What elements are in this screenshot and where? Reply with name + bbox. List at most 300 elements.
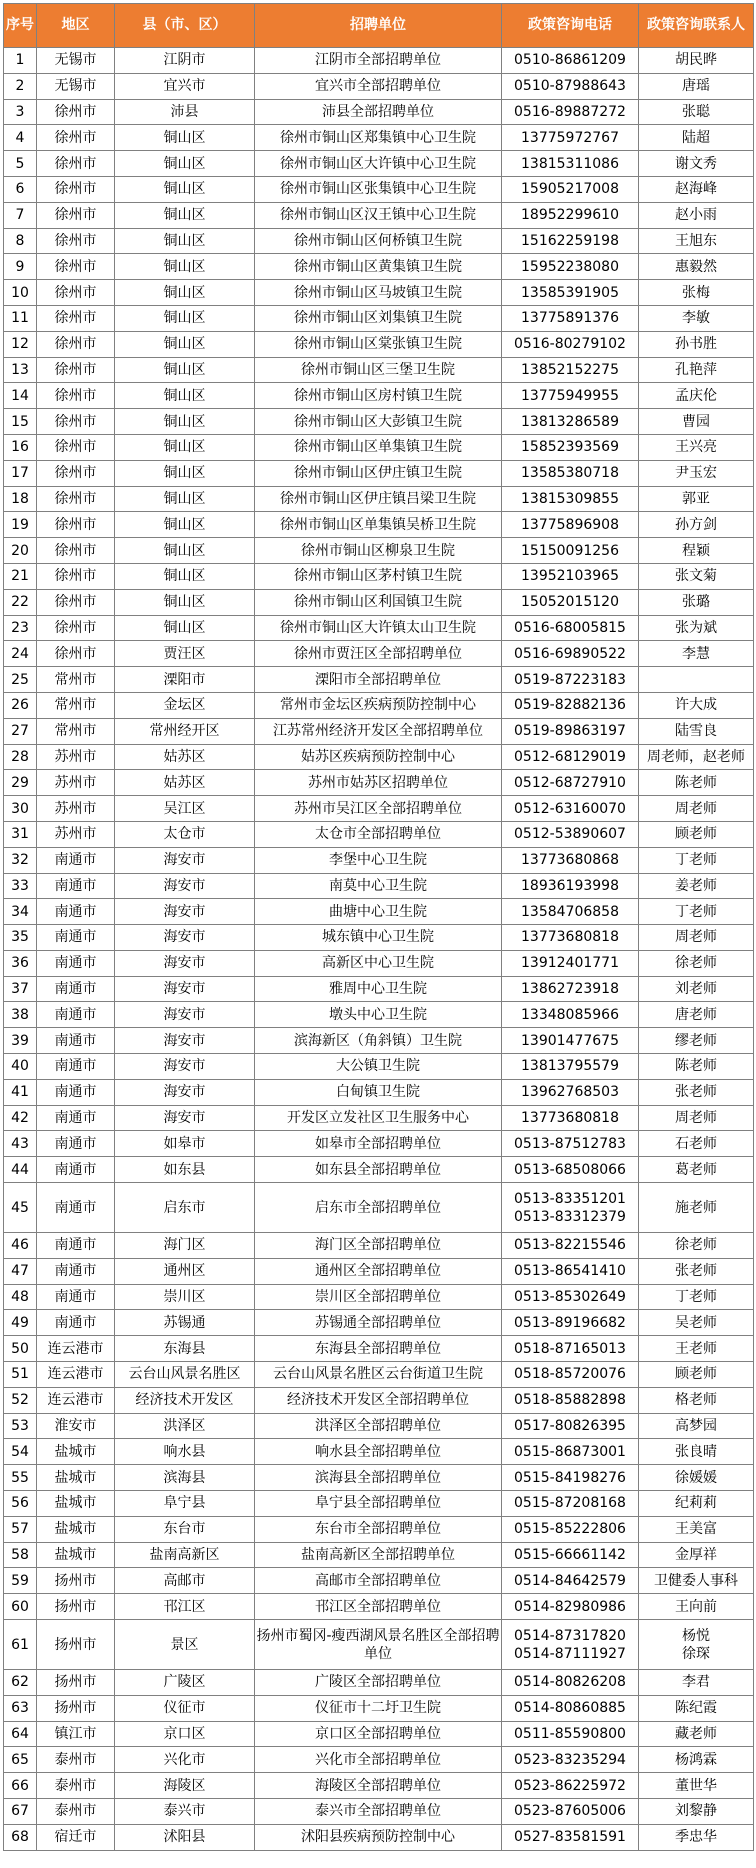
cell-serial: 2 <box>4 73 37 99</box>
cell-phone: 13815311086 <box>502 151 639 177</box>
cell-phone: 13862723918 <box>502 976 639 1002</box>
cell-contact <box>639 667 754 693</box>
cell-contact: 曹园 <box>639 409 754 435</box>
cell-phone: 0514-82980986 <box>502 1594 639 1620</box>
cell-contact: 丁老师 <box>639 847 754 873</box>
cell-phone: 13952103965 <box>502 563 639 589</box>
header-row <box>4 4 754 48</box>
cell-employer: 雅周中心卫生院 <box>255 976 502 1002</box>
cell-serial: 40 <box>4 1054 37 1080</box>
cell-contact: 杨悦 徐琛 <box>639 1620 754 1670</box>
cell-contact: 高梦园 <box>639 1413 754 1439</box>
cell-region: 苏州市 <box>37 821 115 847</box>
cell-phone: 0513-82215546 <box>502 1233 639 1259</box>
cell-county: 铜山区 <box>115 383 255 409</box>
cell-employer: 徐州市铜山区汉王镇中心卫生院 <box>255 202 502 228</box>
cell-contact: 周老师 <box>639 925 754 951</box>
cell-serial: 28 <box>4 744 37 770</box>
cell-contact: 李慧 <box>639 641 754 667</box>
cell-phone: 0513-89196682 <box>502 1310 639 1336</box>
cell-serial: 66 <box>4 1773 37 1799</box>
cell-serial: 14 <box>4 383 37 409</box>
cell-region: 常州市 <box>37 718 115 744</box>
cell-phone: 0515-86873001 <box>502 1439 639 1465</box>
cell-phone: 0515-84198276 <box>502 1465 639 1491</box>
cell-region: 徐州市 <box>37 254 115 280</box>
cell-employer: 徐州市铜山区何桥镇卫生院 <box>255 228 502 254</box>
cell-employer: 东台市全部招聘单位 <box>255 1516 502 1542</box>
cell-employer: 广陵区全部招聘单位 <box>255 1670 502 1696</box>
table-row <box>4 1131 754 1157</box>
cell-contact: 尹玉宏 <box>639 460 754 486</box>
cell-serial: 50 <box>4 1336 37 1362</box>
cell-contact: 周老师 <box>639 796 754 822</box>
cell-county: 海安市 <box>115 1002 255 1028</box>
cell-contact: 唐老师 <box>639 1002 754 1028</box>
cell-region: 盐城市 <box>37 1439 115 1465</box>
cell-contact: 王老师 <box>639 1336 754 1362</box>
cell-phone: 13901477675 <box>502 1028 639 1054</box>
cell-serial: 59 <box>4 1568 37 1594</box>
cell-contact: 葛老师 <box>639 1157 754 1183</box>
cell-phone: 0523-87605006 <box>502 1799 639 1825</box>
cell-county: 通州区 <box>115 1258 255 1284</box>
table-row <box>4 48 754 74</box>
cell-serial: 46 <box>4 1233 37 1259</box>
cell-serial: 9 <box>4 254 37 280</box>
cell-serial: 57 <box>4 1516 37 1542</box>
cell-employer: 阜宁县全部招聘单位 <box>255 1491 502 1517</box>
cell-region: 徐州市 <box>37 228 115 254</box>
cell-region: 泰州市 <box>37 1747 115 1773</box>
table-row <box>4 1773 754 1799</box>
cell-phone: 13585391905 <box>502 280 639 306</box>
cell-employer: 响水县全部招聘单位 <box>255 1439 502 1465</box>
cell-employer: 徐州市铜山区单集镇吴桥卫生院 <box>255 512 502 538</box>
cell-serial: 3 <box>4 99 37 125</box>
cell-region: 淮安市 <box>37 1413 115 1439</box>
cell-employer: 徐州市铜山区大许镇中心卫生院 <box>255 151 502 177</box>
table-row <box>4 589 754 615</box>
table-row <box>4 1542 754 1568</box>
cell-region: 徐州市 <box>37 125 115 151</box>
cell-county: 兴化市 <box>115 1747 255 1773</box>
cell-phone: 0519-87223183 <box>502 667 639 693</box>
table-row <box>4 99 754 125</box>
cell-employer: 徐州市铜山区棠张镇卫生院 <box>255 331 502 357</box>
cell-contact: 顾老师 <box>639 821 754 847</box>
cell-region: 徐州市 <box>37 409 115 435</box>
cell-phone: 0512-63160070 <box>502 796 639 822</box>
cell-employer: 京口区全部招聘单位 <box>255 1721 502 1747</box>
cell-employer: 姑苏区疾病预防控制中心 <box>255 744 502 770</box>
cell-county: 铜山区 <box>115 486 255 512</box>
cell-contact: 赵海峰 <box>639 176 754 202</box>
cell-serial: 37 <box>4 976 37 1002</box>
cell-phone: 0514-84642579 <box>502 1568 639 1594</box>
table-row <box>4 1183 754 1233</box>
cell-region: 南通市 <box>37 1054 115 1080</box>
cell-phone: 0513-68508066 <box>502 1157 639 1183</box>
cell-phone: 0513-83351201 0513-83312379 <box>502 1183 639 1233</box>
cell-county: 广陵区 <box>115 1670 255 1696</box>
cell-contact: 杨鸿霖 <box>639 1747 754 1773</box>
cell-phone: 15852393569 <box>502 434 639 460</box>
cell-county: 铜山区 <box>115 125 255 151</box>
contacts-table <box>3 3 754 1851</box>
cell-region: 南通市 <box>37 847 115 873</box>
cell-phone: 13813795579 <box>502 1054 639 1080</box>
cell-county: 邗江区 <box>115 1594 255 1620</box>
cell-county: 云台山风景名胜区 <box>115 1362 255 1388</box>
cell-county: 太仓市 <box>115 821 255 847</box>
table-row <box>4 1799 754 1825</box>
cell-employer: 滨海县全部招聘单位 <box>255 1465 502 1491</box>
table-row <box>4 305 754 331</box>
cell-phone: 0523-83235294 <box>502 1747 639 1773</box>
cell-county: 崇川区 <box>115 1284 255 1310</box>
cell-serial: 41 <box>4 1079 37 1105</box>
table-row <box>4 1594 754 1620</box>
cell-employer: 徐州市铜山区大许镇太山卫生院 <box>255 615 502 641</box>
cell-region: 南通市 <box>37 873 115 899</box>
cell-phone: 13775972767 <box>502 125 639 151</box>
cell-region: 徐州市 <box>37 615 115 641</box>
cell-employer: 墩头中心卫生院 <box>255 1002 502 1028</box>
cell-employer: 通州区全部招聘单位 <box>255 1258 502 1284</box>
cell-phone: 0516-80279102 <box>502 331 639 357</box>
header-county: 县（市、区） <box>115 4 255 48</box>
cell-contact: 刘黎静 <box>639 1799 754 1825</box>
table-row <box>4 1516 754 1542</box>
cell-region: 常州市 <box>37 692 115 718</box>
cell-region: 徐州市 <box>37 512 115 538</box>
cell-contact: 王向前 <box>639 1594 754 1620</box>
cell-phone: 15905217008 <box>502 176 639 202</box>
cell-region: 连云港市 <box>37 1387 115 1413</box>
table-row <box>4 202 754 228</box>
cell-serial: 52 <box>4 1387 37 1413</box>
cell-serial: 15 <box>4 409 37 435</box>
cell-phone: 13912401771 <box>502 950 639 976</box>
cell-serial: 13 <box>4 357 37 383</box>
table-row <box>4 563 754 589</box>
cell-county: 海门区 <box>115 1233 255 1259</box>
cell-region: 南通市 <box>37 1131 115 1157</box>
cell-employer: 徐州市铜山区刘集镇卫生院 <box>255 305 502 331</box>
cell-county: 铜山区 <box>115 563 255 589</box>
cell-serial: 49 <box>4 1310 37 1336</box>
cell-contact: 李君 <box>639 1670 754 1696</box>
cell-contact: 缪老师 <box>639 1028 754 1054</box>
cell-phone: 13773680818 <box>502 1105 639 1131</box>
table-row <box>4 925 754 951</box>
cell-region: 盐城市 <box>37 1516 115 1542</box>
cell-county: 滨海县 <box>115 1465 255 1491</box>
cell-phone: 0513-87512783 <box>502 1131 639 1157</box>
cell-contact: 陈老师 <box>639 1054 754 1080</box>
cell-phone: 13813286589 <box>502 409 639 435</box>
cell-county: 海安市 <box>115 1105 255 1131</box>
cell-county: 海安市 <box>115 976 255 1002</box>
cell-region: 南通市 <box>37 1183 115 1233</box>
cell-serial: 26 <box>4 692 37 718</box>
cell-serial: 19 <box>4 512 37 538</box>
table-row <box>4 1387 754 1413</box>
cell-region: 徐州市 <box>37 460 115 486</box>
cell-employer: 苏州市姑苏区招聘单位 <box>255 770 502 796</box>
cell-contact: 施老师 <box>639 1183 754 1233</box>
cell-contact: 张梅 <box>639 280 754 306</box>
cell-serial: 68 <box>4 1824 37 1850</box>
cell-employer: 盐南高新区全部招聘单位 <box>255 1542 502 1568</box>
cell-employer: 高新区中心卫生院 <box>255 950 502 976</box>
cell-phone: 13775896908 <box>502 512 639 538</box>
cell-region: 南通市 <box>37 950 115 976</box>
cell-serial: 51 <box>4 1362 37 1388</box>
table-row <box>4 228 754 254</box>
cell-employer: 滨海新区（角斜镇）卫生院 <box>255 1028 502 1054</box>
cell-employer: 徐州市铜山区马坡镇卫生院 <box>255 280 502 306</box>
cell-phone: 0515-85222806 <box>502 1516 639 1542</box>
cell-contact: 周老师，赵老师 <box>639 744 754 770</box>
cell-phone: 0513-86541410 <box>502 1258 639 1284</box>
cell-employer: 曲塘中心卫生院 <box>255 899 502 925</box>
cell-employer: 常州市金坛区疾病预防控制中心 <box>255 692 502 718</box>
table-row <box>4 357 754 383</box>
cell-contact: 张文菊 <box>639 563 754 589</box>
cell-phone: 0518-87165013 <box>502 1336 639 1362</box>
cell-contact: 张老师 <box>639 1079 754 1105</box>
cell-phone: 13852152275 <box>502 357 639 383</box>
cell-serial: 55 <box>4 1465 37 1491</box>
cell-serial: 44 <box>4 1157 37 1183</box>
table-row <box>4 1336 754 1362</box>
cell-county: 仪征市 <box>115 1695 255 1721</box>
cell-employer: 徐州市铜山区房村镇卫生院 <box>255 383 502 409</box>
cell-contact: 王美富 <box>639 1516 754 1542</box>
cell-region: 徐州市 <box>37 589 115 615</box>
cell-county: 铜山区 <box>115 357 255 383</box>
cell-serial: 61 <box>4 1620 37 1670</box>
cell-contact: 孔艳萍 <box>639 357 754 383</box>
cell-region: 徐州市 <box>37 305 115 331</box>
cell-region: 南通市 <box>37 1105 115 1131</box>
cell-serial: 27 <box>4 718 37 744</box>
header-serial: 序号 <box>4 4 37 48</box>
cell-serial: 20 <box>4 538 37 564</box>
cell-contact: 徐媛媛 <box>639 1465 754 1491</box>
table-row <box>4 176 754 202</box>
table-row <box>4 744 754 770</box>
cell-region: 南通市 <box>37 1079 115 1105</box>
cell-serial: 5 <box>4 151 37 177</box>
cell-serial: 60 <box>4 1594 37 1620</box>
cell-employer: 经济技术开发区全部招聘单位 <box>255 1387 502 1413</box>
cell-employer: 如东县全部招聘单位 <box>255 1157 502 1183</box>
cell-county: 响水县 <box>115 1439 255 1465</box>
cell-contact: 王旭东 <box>639 228 754 254</box>
cell-county: 海安市 <box>115 847 255 873</box>
table-row <box>4 615 754 641</box>
cell-phone: 0514-87317820 0514-87111927 <box>502 1620 639 1670</box>
cell-region: 徐州市 <box>37 538 115 564</box>
table-row <box>4 1002 754 1028</box>
cell-county: 铜山区 <box>115 254 255 280</box>
cell-contact: 陆雪良 <box>639 718 754 744</box>
cell-employer: 徐州市贾汪区全部招聘单位 <box>255 641 502 667</box>
cell-county: 经济技术开发区 <box>115 1387 255 1413</box>
cell-serial: 54 <box>4 1439 37 1465</box>
cell-phone: 0511-85590800 <box>502 1721 639 1747</box>
cell-phone: 0512-53890607 <box>502 821 639 847</box>
cell-contact: 姜老师 <box>639 873 754 899</box>
cell-serial: 22 <box>4 589 37 615</box>
table-row <box>4 331 754 357</box>
table-row <box>4 73 754 99</box>
cell-employer: 洪泽区全部招聘单位 <box>255 1413 502 1439</box>
cell-region: 无锡市 <box>37 48 115 74</box>
cell-phone: 0516-68005815 <box>502 615 639 641</box>
table-row <box>4 1233 754 1259</box>
cell-region: 泰州市 <box>37 1799 115 1825</box>
cell-contact: 陆超 <box>639 125 754 151</box>
cell-phone: 0516-69890522 <box>502 641 639 667</box>
cell-employer: 徐州市铜山区利国镇卫生院 <box>255 589 502 615</box>
table-row <box>4 1310 754 1336</box>
cell-serial: 39 <box>4 1028 37 1054</box>
cell-employer: 徐州市铜山区大彭镇卫生院 <box>255 409 502 435</box>
cell-phone: 0527-83581591 <box>502 1824 639 1850</box>
cell-region: 镇江市 <box>37 1721 115 1747</box>
cell-employer: 徐州市铜山区伊庄镇卫生院 <box>255 460 502 486</box>
cell-region: 盐城市 <box>37 1465 115 1491</box>
table-row <box>4 1670 754 1696</box>
cell-serial: 53 <box>4 1413 37 1439</box>
cell-county: 东海县 <box>115 1336 255 1362</box>
table-row <box>4 1079 754 1105</box>
table-row <box>4 873 754 899</box>
cell-phone: 13962768503 <box>502 1079 639 1105</box>
cell-region: 常州市 <box>37 667 115 693</box>
table-row <box>4 1620 754 1670</box>
table-row <box>4 1695 754 1721</box>
table-row <box>4 1413 754 1439</box>
cell-serial: 11 <box>4 305 37 331</box>
cell-employer: 沛县全部招聘单位 <box>255 99 502 125</box>
cell-region: 南通市 <box>37 976 115 1002</box>
cell-county: 铜山区 <box>115 589 255 615</box>
cell-employer: 徐州市铜山区黄集镇卫生院 <box>255 254 502 280</box>
cell-region: 扬州市 <box>37 1568 115 1594</box>
cell-employer: 海门区全部招聘单位 <box>255 1233 502 1259</box>
cell-region: 徐州市 <box>37 99 115 125</box>
cell-contact: 藏老师 <box>639 1721 754 1747</box>
cell-phone: 0514-80826208 <box>502 1670 639 1696</box>
cell-phone: 0516-89887272 <box>502 99 639 125</box>
cell-county: 姑苏区 <box>115 744 255 770</box>
cell-employer: 徐州市铜山区柳泉卫生院 <box>255 538 502 564</box>
table-row <box>4 460 754 486</box>
table-row <box>4 899 754 925</box>
cell-contact: 刘老师 <box>639 976 754 1002</box>
cell-contact: 丁老师 <box>639 899 754 925</box>
cell-region: 宿迁市 <box>37 1824 115 1850</box>
cell-region: 苏州市 <box>37 744 115 770</box>
cell-serial: 31 <box>4 821 37 847</box>
cell-county: 铜山区 <box>115 202 255 228</box>
cell-serial: 30 <box>4 796 37 822</box>
cell-serial: 23 <box>4 615 37 641</box>
cell-region: 扬州市 <box>37 1594 115 1620</box>
cell-contact: 程颖 <box>639 538 754 564</box>
cell-employer: 崇川区全部招聘单位 <box>255 1284 502 1310</box>
cell-county: 如皋市 <box>115 1131 255 1157</box>
cell-phone: 0518-85720076 <box>502 1362 639 1388</box>
cell-contact: 陈老师 <box>639 770 754 796</box>
cell-county: 海陵区 <box>115 1773 255 1799</box>
cell-region: 徐州市 <box>37 434 115 460</box>
cell-serial: 1 <box>4 48 37 74</box>
cell-region: 南通市 <box>37 1002 115 1028</box>
cell-employer: 苏州市吴江区全部招聘单位 <box>255 796 502 822</box>
cell-region: 徐州市 <box>37 151 115 177</box>
cell-county: 泰兴市 <box>115 1799 255 1825</box>
cell-contact: 纪莉莉 <box>639 1491 754 1517</box>
cell-contact: 周老师 <box>639 1105 754 1131</box>
table-row <box>4 796 754 822</box>
table-row <box>4 1439 754 1465</box>
table-row <box>4 486 754 512</box>
cell-employer: 如皋市全部招聘单位 <box>255 1131 502 1157</box>
cell-phone: 0510-86861209 <box>502 48 639 74</box>
cell-county: 京口区 <box>115 1721 255 1747</box>
cell-phone: 18952299610 <box>502 202 639 228</box>
header-employer: 招聘单位 <box>255 4 502 48</box>
cell-serial: 67 <box>4 1799 37 1825</box>
cell-employer: 沭阳县疾病预防控制中心 <box>255 1824 502 1850</box>
cell-contact: 丁老师 <box>639 1284 754 1310</box>
cell-county: 铜山区 <box>115 151 255 177</box>
cell-serial: 64 <box>4 1721 37 1747</box>
cell-employer: 泰兴市全部招聘单位 <box>255 1799 502 1825</box>
cell-phone: 13348085966 <box>502 1002 639 1028</box>
cell-region: 徐州市 <box>37 280 115 306</box>
cell-employer: 苏锡通全部招聘单位 <box>255 1310 502 1336</box>
table-header <box>4 4 754 48</box>
cell-region: 盐城市 <box>37 1491 115 1517</box>
header-contact: 政策咨询联系人 <box>639 4 754 48</box>
cell-serial: 42 <box>4 1105 37 1131</box>
table-row <box>4 847 754 873</box>
cell-county: 江阴市 <box>115 48 255 74</box>
table-row <box>4 1028 754 1054</box>
table-row <box>4 254 754 280</box>
table-row <box>4 1568 754 1594</box>
cell-phone: 0512-68129019 <box>502 744 639 770</box>
cell-phone: 0518-85882898 <box>502 1387 639 1413</box>
cell-serial: 47 <box>4 1258 37 1284</box>
cell-phone: 0515-66661142 <box>502 1542 639 1568</box>
cell-contact: 董世华 <box>639 1773 754 1799</box>
cell-employer: 仪征市十二圩卫生院 <box>255 1695 502 1721</box>
cell-region: 南通市 <box>37 1157 115 1183</box>
cell-county: 溧阳市 <box>115 667 255 693</box>
cell-county: 铜山区 <box>115 615 255 641</box>
cell-region: 南通市 <box>37 1233 115 1259</box>
cell-employer: 徐州市铜山区伊庄镇吕梁卫生院 <box>255 486 502 512</box>
table-row <box>4 821 754 847</box>
